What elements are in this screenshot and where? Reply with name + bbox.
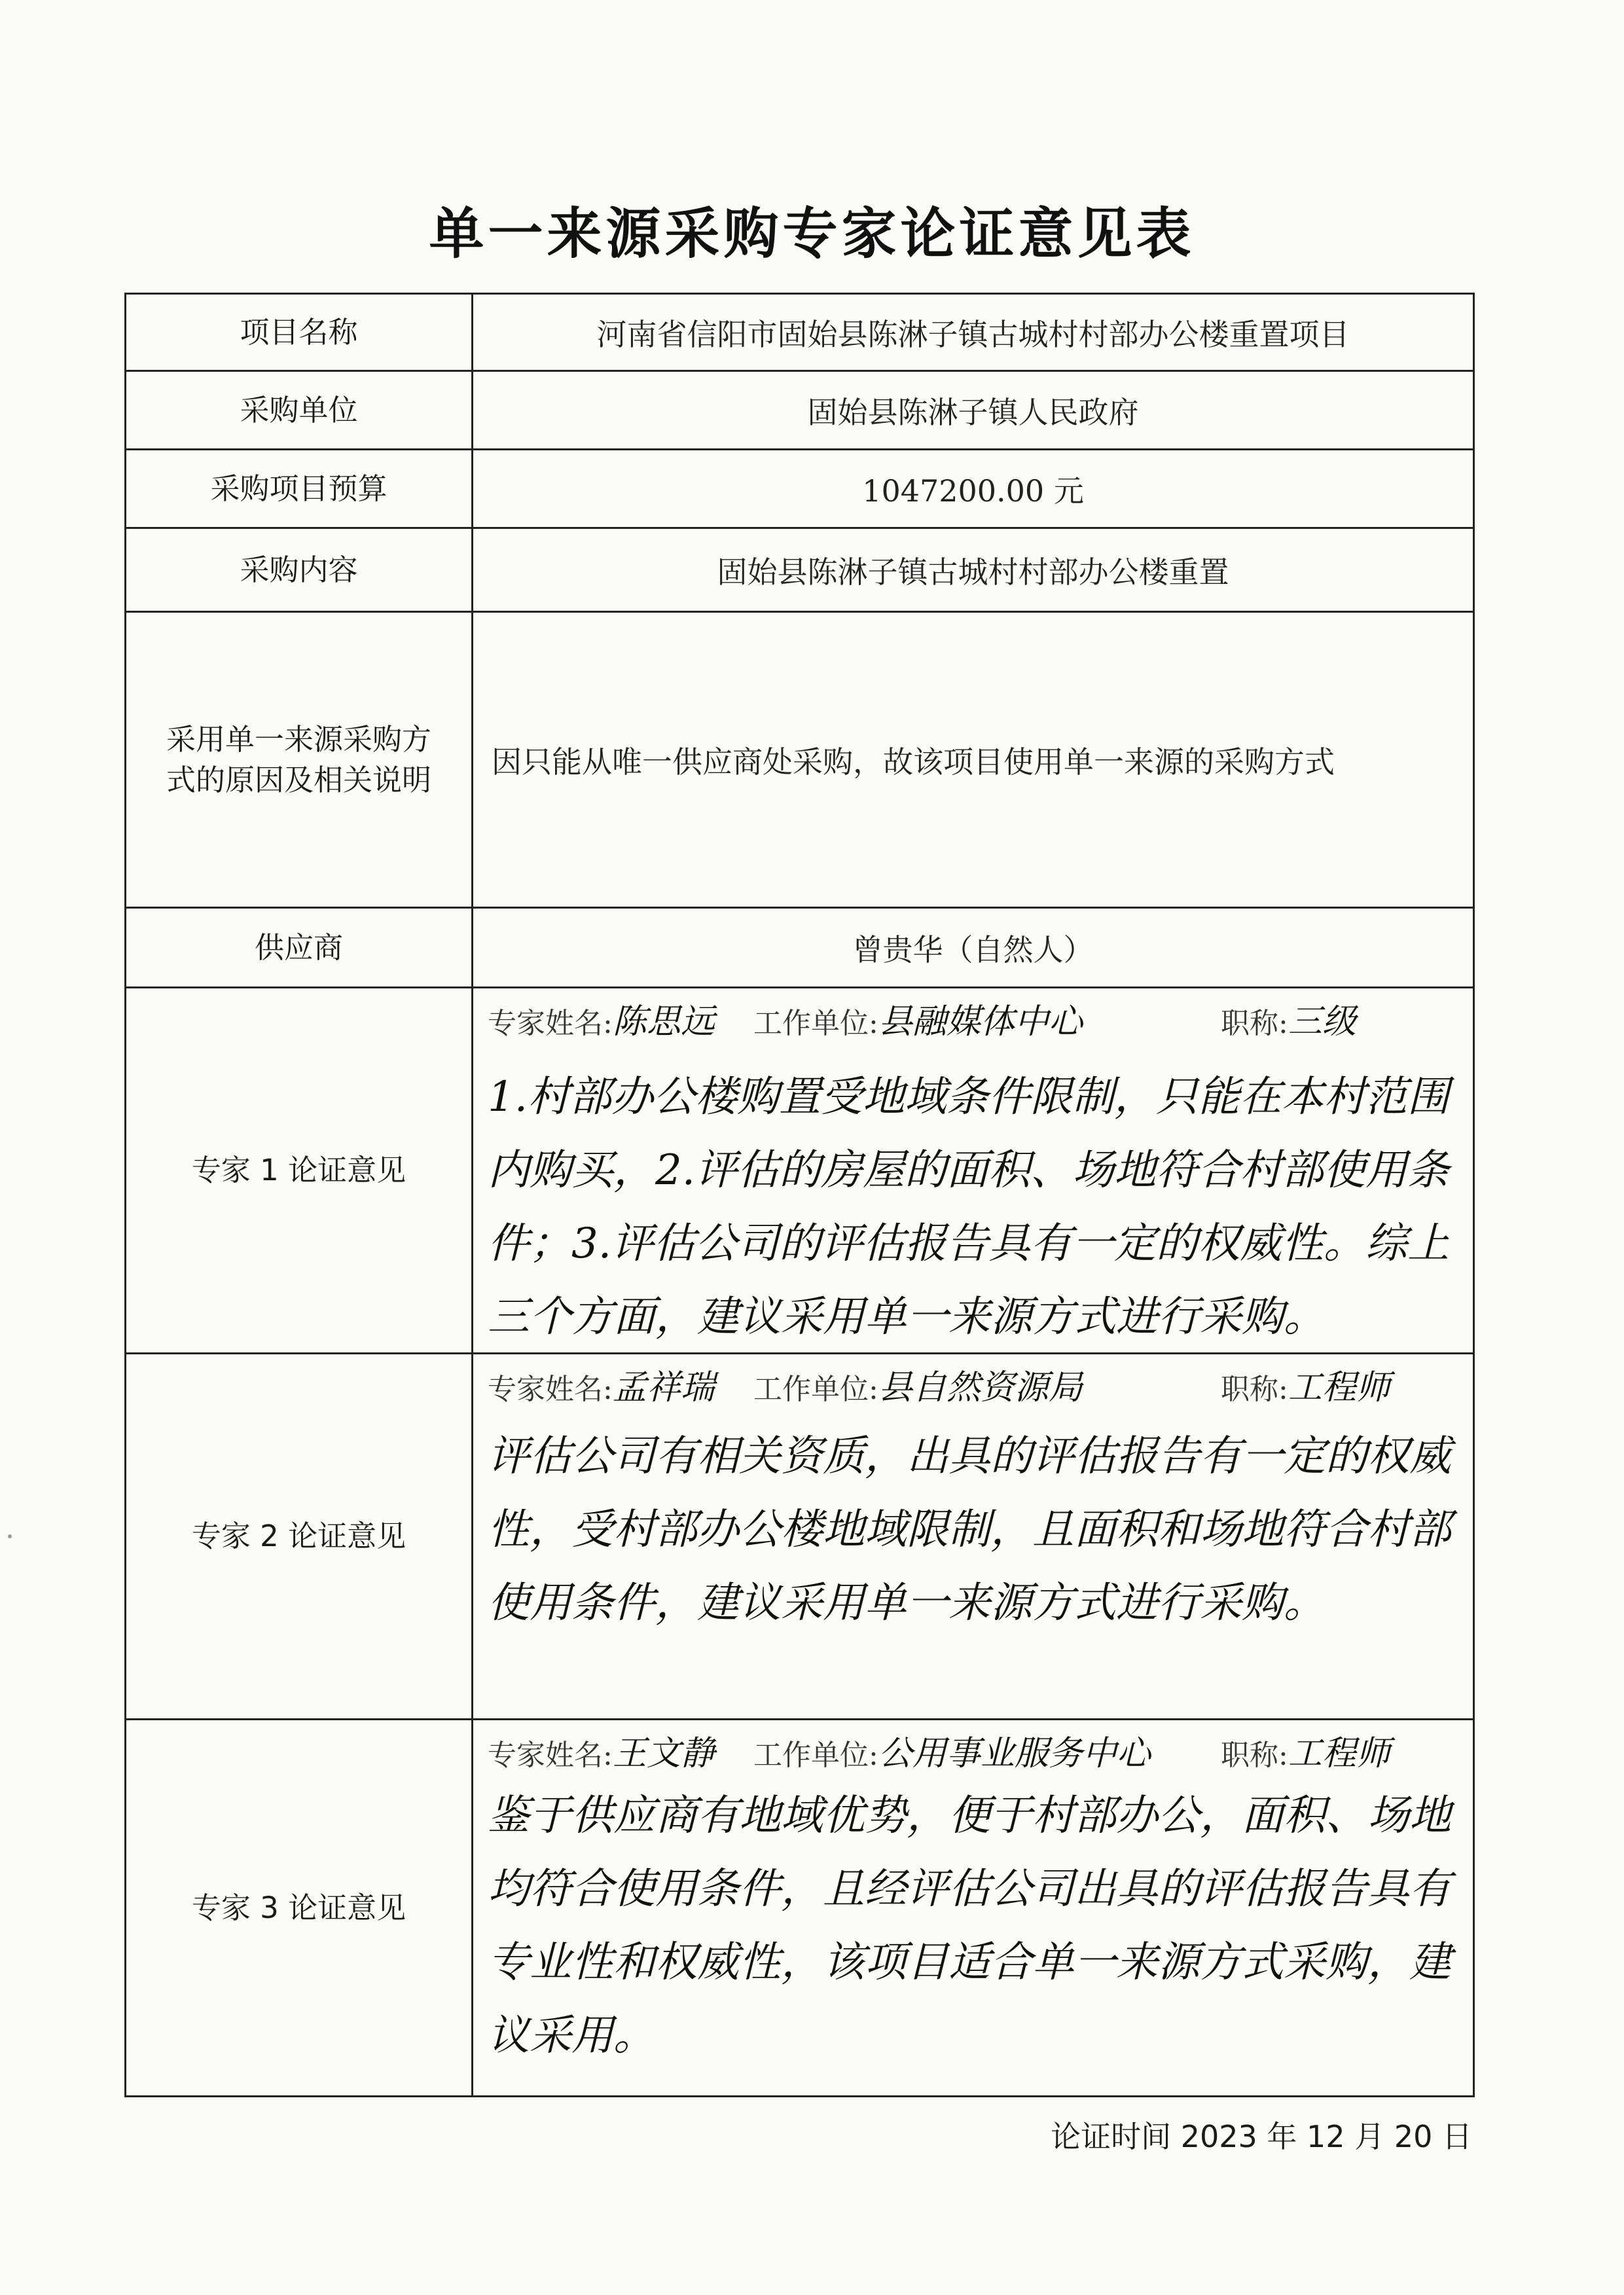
expert-opinion-table [124, 293, 1475, 2097]
expert-2-title-field [1221, 1360, 1390, 1409]
expert-1-cell [473, 988, 1474, 1354]
expert-1-opinion: 1.村部办公楼购置受地域条件限制，只能在本村范围内购买，2.评估的房屋的面积、场地符合村部使用条件；3.评估公司的评估报告具有一定的权威性。综上三个方面，建议采用单一来源方式进行采购。 [488, 1073, 1450, 1341]
expert-2-rank: 工程师 [1288, 1368, 1390, 1407]
table-row [126, 1354, 1474, 1720]
table-row [126, 1720, 1474, 2097]
expert-name-label: 专家姓名: [488, 1739, 613, 1772]
expert-2-name: 孟祥瑞 [612, 1368, 715, 1407]
expert-3-cell [473, 1720, 1474, 2097]
expert-3-rank: 工程师 [1288, 1734, 1390, 1773]
project-name-label: 项目名称 [126, 294, 473, 371]
expert-1-unit: 县融媒体中心 [878, 1002, 1083, 1041]
expert-2-unit: 县自然资源局 [878, 1368, 1083, 1407]
expert-1-name: 陈思远 [612, 1002, 715, 1041]
expert-3-opinion: 鉴于供应商有地域优势，便于村部办公，面积、场地均符合使用条件，且经评估公司出具的评估报告具有专业性和权威性，该项目适合单一来源方式采购，建议采用。 [488, 1792, 1451, 2060]
title-label: 职称: [1221, 1007, 1288, 1040]
expert-name-label: 专家姓名: [488, 1007, 613, 1040]
table-row [126, 528, 1474, 612]
table-row [126, 450, 1474, 528]
expert-name-label: 专家姓名: [488, 1373, 613, 1406]
expert-3-name-field [488, 1726, 715, 1775]
work-unit-label: 工作单位: [753, 1373, 878, 1406]
reason-label-line1: 采用单一来源采购方 [166, 721, 431, 757]
expert-3-unit-field [753, 1726, 1151, 1775]
scan-speck [8, 1534, 12, 1538]
reason-value: 因只能从唯一供应商处采购，故该项目使用单一来源的采购方式 [473, 612, 1474, 908]
reason-label-line2: 式的原因及相关说明 [166, 762, 431, 797]
expert-3-title-field [1221, 1726, 1390, 1775]
page-title: 单一来源采购专家论证意见表 [429, 202, 1195, 266]
expert-2-label: 专家 2 论证意见 [126, 1354, 473, 1720]
content-value: 固始县陈淋子镇古城村村部办公楼重置 [473, 528, 1474, 612]
expert-1-name-field [488, 994, 715, 1043]
expert-2-unit-field [753, 1360, 1083, 1409]
expert-1-title-field [1221, 994, 1356, 1043]
table-row [126, 908, 1474, 988]
expert-3-name: 王文静 [612, 1734, 715, 1773]
expert-2-name-field [488, 1360, 715, 1409]
supplier-label: 供应商 [126, 908, 473, 988]
expert-1-unit-field [753, 994, 1083, 1043]
expert-3-unit: 公用事业服务中心 [878, 1734, 1151, 1773]
budget-value: 1047200.00 元 [473, 450, 1474, 528]
work-unit-label: 工作单位: [753, 1007, 878, 1040]
expert-1-label: 专家 1 论证意见 [126, 988, 473, 1354]
expert-3-label: 专家 3 论证意见 [126, 1720, 473, 2097]
purchaser-label: 采购单位 [126, 371, 473, 450]
title-label: 职称: [1221, 1373, 1288, 1406]
content-label: 采购内容 [126, 528, 473, 612]
work-unit-label: 工作单位: [753, 1739, 878, 1772]
budget-label: 采购项目预算 [126, 450, 473, 528]
expert-2-opinion: 评估公司有相关资质，出具的评估报告有一定的权威性，受村部办公楼地域限制，且面积和场地符合村部使用条件，建议采用单一来源方式进行采购。 [488, 1432, 1451, 1627]
table-row [126, 371, 1474, 450]
table-row [126, 612, 1474, 908]
expert-2-cell [473, 1354, 1474, 1720]
title-label: 职称: [1221, 1739, 1288, 1772]
supplier-value: 曾贵华（自然人） [473, 908, 1474, 988]
table-row [126, 988, 1474, 1354]
project-name-value: 河南省信阳市固始县陈淋子镇古城村村部办公楼重置项目 [473, 294, 1474, 371]
purchaser-value: 固始县陈淋子镇人民政府 [473, 371, 1474, 450]
reason-label [126, 612, 473, 908]
table-row [126, 294, 1474, 371]
expert-1-rank: 三级 [1288, 1002, 1356, 1041]
argument-date: 论证时间 2023 年 12 月 20 日 [1051, 2119, 1472, 2154]
